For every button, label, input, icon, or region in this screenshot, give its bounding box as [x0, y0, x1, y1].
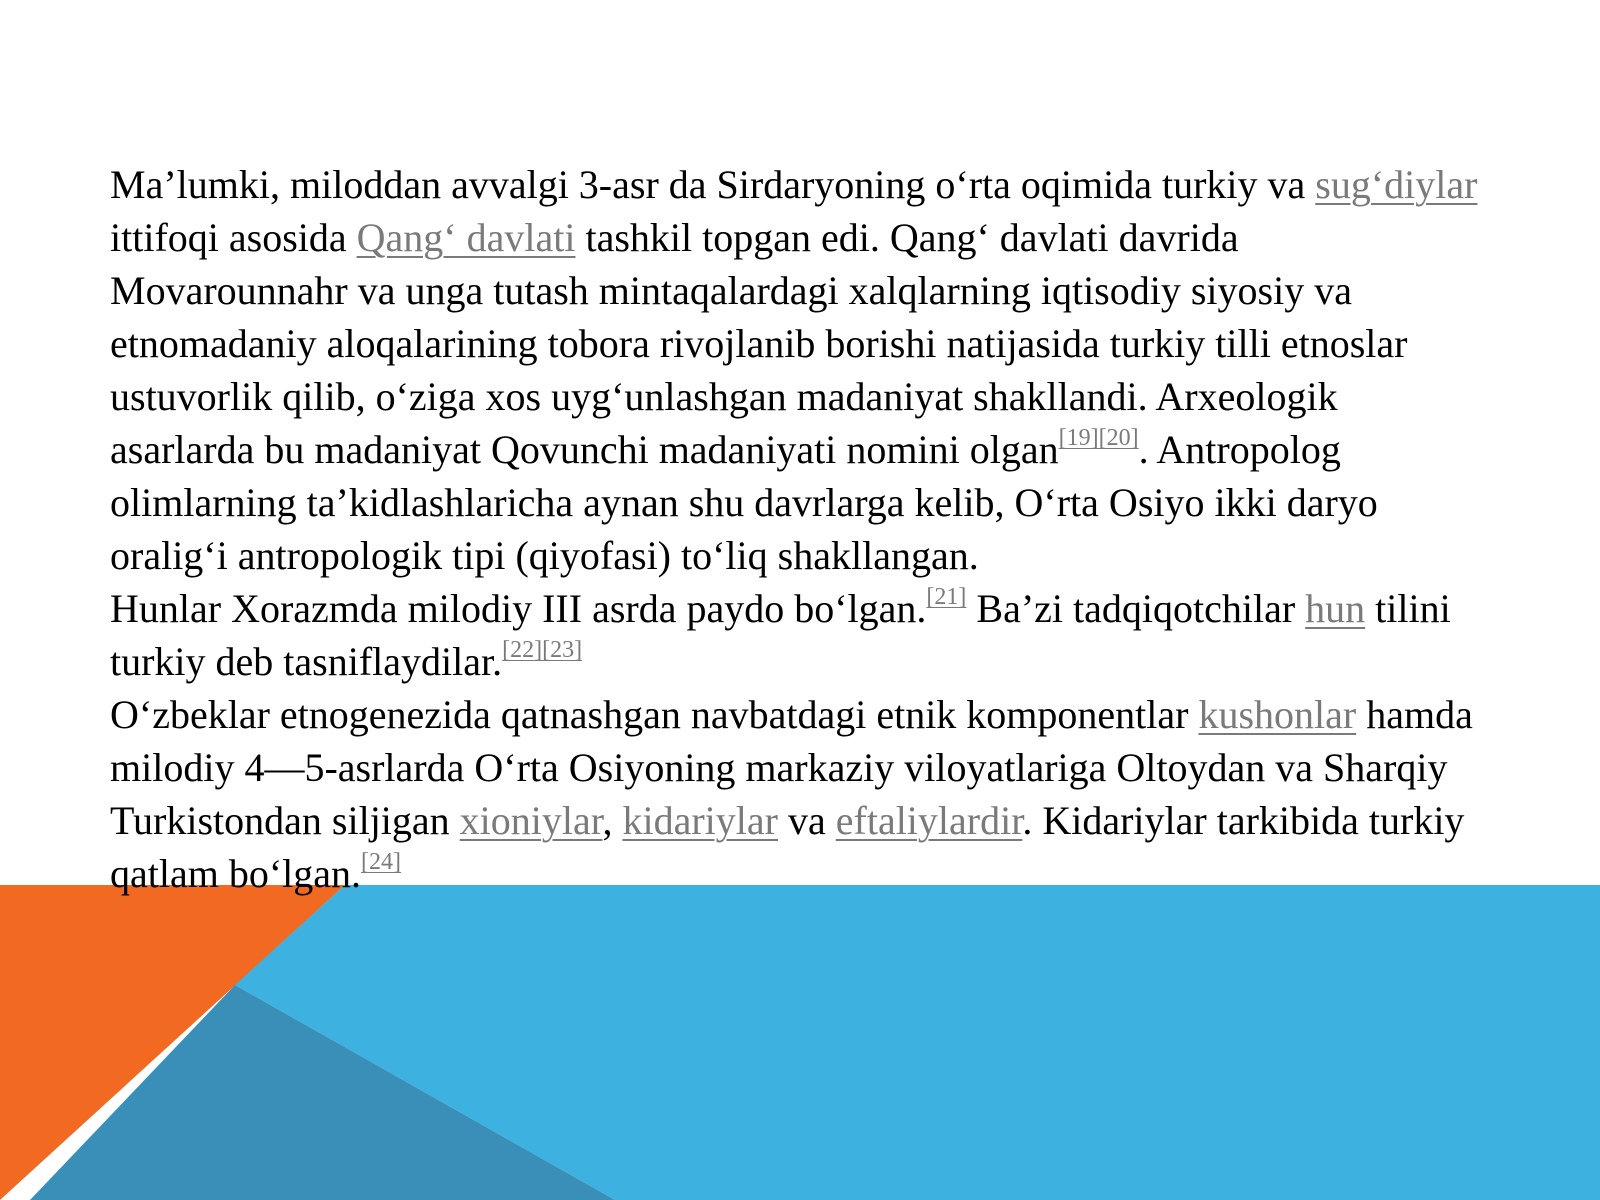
paragraph-3-text-5: . Kidariylar tarkibida turkiy qatlam bo‘lgan.	[110, 798, 1465, 896]
paragraph-1-text-4: . Antropolog olimlarning ta’kidlashlaricha aynan shu davrlarga kelib, O‘rta Osiyo ikki daryo oralig‘i antropologik tipi (qiyofasi) to‘liq shakllangan.	[110, 427, 1378, 578]
link-eftaliylardir[interactable]: eftaliylardir	[835, 798, 1023, 843]
footnote-ref-23[interactable]: [23]	[542, 637, 583, 663]
paragraph-3-text-3: ,	[602, 798, 623, 843]
link-kidariylar[interactable]: kidariylar	[622, 798, 778, 843]
link-kushonlar[interactable]: kushonlar	[1198, 692, 1357, 737]
paragraph-1-text-1: Ma’lumki, miloddan avvalgi 3-asr da Sirdaryoning o‘rta oqimida turkiy va	[110, 162, 1316, 207]
paragraph-2-text-2: Ba’zi tadqiqotchilar	[966, 586, 1306, 631]
footnote-ref-19[interactable]: [19]	[1058, 425, 1099, 451]
link-hun[interactable]: hun	[1305, 586, 1366, 631]
footnote-ref-24[interactable]: [24]	[361, 849, 402, 875]
paragraph-2-text-1: Hunlar Xorazmda milodiy III asrda paydo bo‘lgan.	[110, 586, 927, 631]
paragraph-2	[110, 582, 1482, 688]
footnote-refs-22-23	[502, 637, 582, 663]
paragraph-1-text-2: ittifoqi asosida	[110, 215, 357, 260]
paragraph-2-text-3: tilini turkiy deb tasniflaydilar.	[110, 586, 1451, 684]
paragraph-3-text-1: O‘zbeklar etnogenezida qatnashgan navbatdagi etnik komponentlar	[110, 692, 1199, 737]
link-qang-davlati[interactable]: Qang‘ davlati	[356, 215, 576, 260]
paragraph-3	[110, 688, 1482, 900]
link-sugdiylar[interactable]: sug‘diylar	[1315, 162, 1478, 207]
paragraph-3-text-2: hamda milodiy 4—5-asrlarda O‘rta Osiyoning markaziy viloyatlariga Oltoydan va Sharqiy Turkistondan siljigan	[110, 692, 1473, 843]
slide-text-block	[110, 158, 1482, 900]
footnote-refs-24	[361, 849, 401, 875]
link-xioniylar[interactable]: xioniylar	[459, 798, 603, 843]
footnote-ref-20[interactable]: [20]	[1098, 425, 1139, 451]
footnote-ref-22[interactable]: [22]	[502, 637, 543, 663]
footnote-ref-21[interactable]: [21]	[926, 584, 967, 610]
paragraph-3-text-4: va	[777, 798, 836, 843]
paragraph-1-text-3: tashkil topgan edi. Qang‘ davlati davrida Movarounnahr va unga tutash mintaqalardagi xalqlarning iqtisodiy siyosiy va etnomadaniy aloqalarining tobora rivojlanib borishi natijasida turkiy tilli etnoslar ustuvorlik qilib, o‘ziga xos uyg‘unlashgan madaniyat shakllandi. Arxeologik asarlarda bu madaniyat Qovunchi madaniyati nomini olgan	[110, 215, 1408, 472]
footnote-refs-21	[926, 584, 966, 610]
footnote-refs-19-20	[1059, 425, 1139, 451]
paragraph-1	[110, 158, 1482, 582]
